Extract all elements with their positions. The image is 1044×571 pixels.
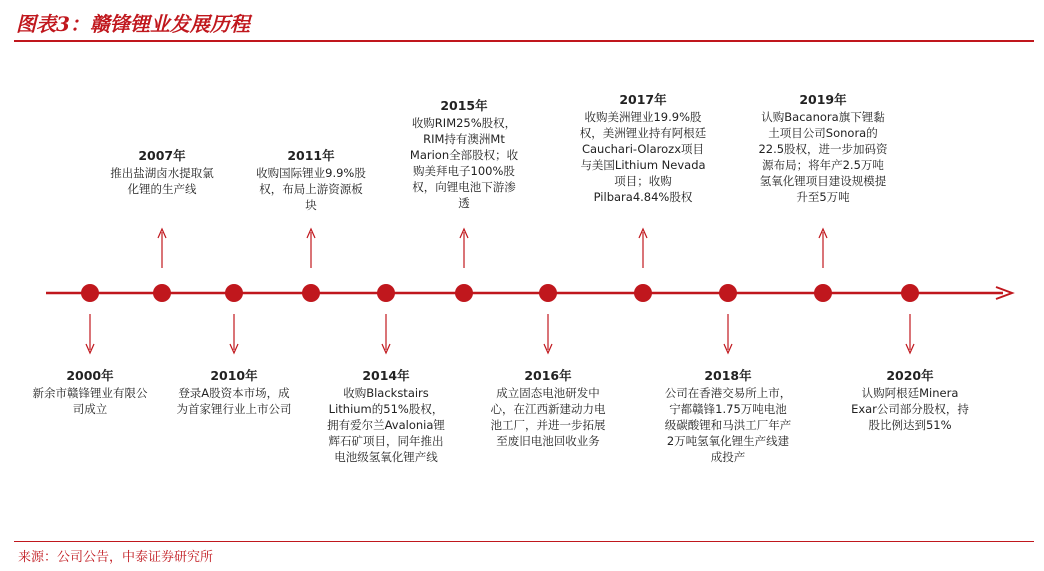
event-year: 2015年 <box>440 98 488 113</box>
event-2010 <box>174 368 294 417</box>
event-description: 收购Blackstairs Lithium的51%股权，拥有爱尔兰Avalonia锂辉石矿项目，同年推出电池级氢氧化锂产线 <box>327 386 445 464</box>
event-2017 <box>579 92 707 205</box>
event-description: 新余市赣锋锂业有限公司成立 <box>32 386 148 416</box>
timeline-node <box>302 284 320 302</box>
timeline-node <box>225 284 243 302</box>
timeline-node <box>377 284 395 302</box>
event-2020 <box>851 368 969 433</box>
timeline-node <box>153 284 171 302</box>
event-2015 <box>408 98 520 211</box>
event-2019 <box>758 92 888 205</box>
event-description: 推出盐湖卤水提取氯化锂的生产线 <box>110 166 214 196</box>
event-2007 <box>107 148 217 197</box>
figure-title: 图表3：赣锋锂业发展历程 <box>16 12 250 36</box>
event-description: 收购美洲锂业19.9%股权，美洲锂业持有阿根廷Cauchari-Olarozx项目与美国Lithium Nevada项目；收购Pilbara4.84%股权 <box>579 110 707 204</box>
event-2018 <box>664 368 792 465</box>
timeline-node <box>81 284 99 302</box>
event-year: 2014年 <box>362 368 410 383</box>
event-description: 成立固态电池研发中心，在江西新建动力电池工厂，并进一步拓展至废旧电池回收业务 <box>490 386 606 448</box>
event-year: 2020年 <box>886 368 934 383</box>
event-2014 <box>327 368 445 465</box>
timeline-node <box>814 284 832 302</box>
timeline-node <box>539 284 557 302</box>
event-description: 登录A股资本市场，成为首家锂行业上市公司 <box>176 386 292 416</box>
source-note: 来源：公司公告，中泰证券研究所 <box>18 550 214 565</box>
event-2000 <box>30 368 150 417</box>
event-2016 <box>488 368 608 449</box>
timeline-node <box>901 284 919 302</box>
event-year: 2010年 <box>210 368 258 383</box>
event-description: 认购Bacanora旗下锂黏土项目公司Sonora的22.5股权，进一步加码资源布局；将年产2.5万吨氢氧化锂项目建设规模提升至5万吨 <box>758 110 888 204</box>
event-year: 2018年 <box>704 368 752 383</box>
event-year: 2017年 <box>619 92 667 107</box>
event-2011 <box>255 148 367 213</box>
event-description: 收购RIM25%股权，RIM持有澳洲Mt Marion全部股权；收购美拜电子100%股权，向锂电池下游渗透 <box>409 116 519 210</box>
event-description: 认购阿根廷Minera Exar公司部分股权，持股比例达到51% <box>851 386 969 432</box>
event-year: 2007年 <box>138 148 186 163</box>
event-description: 公司在香港交易所上市，宁都赣锋1.75万吨电池级碳酸锂和马洪工厂年产2万吨氢氧化锂生产线建成投产 <box>664 386 792 464</box>
timeline-node <box>719 284 737 302</box>
event-year: 2011年 <box>287 148 335 163</box>
timeline-node <box>455 284 473 302</box>
timeline-node <box>634 284 652 302</box>
event-year: 2000年 <box>66 368 114 383</box>
event-year: 2016年 <box>524 368 572 383</box>
event-description: 收购国际锂业9.9%股权，布局上游资源板块 <box>256 166 366 212</box>
event-year: 2019年 <box>799 92 847 107</box>
footer-rule <box>14 541 1034 542</box>
